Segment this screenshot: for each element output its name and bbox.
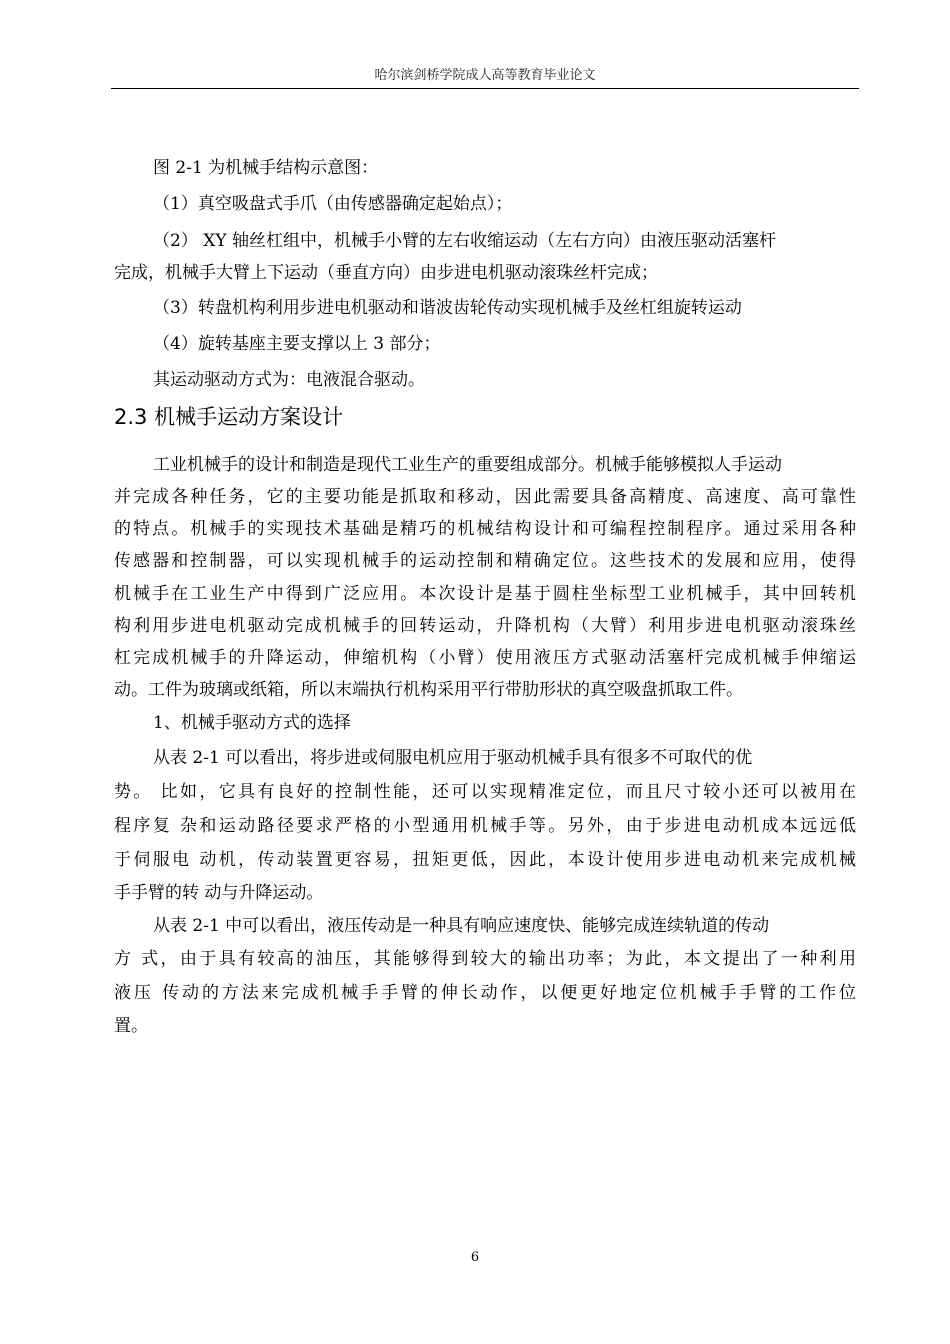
list-item-2-line-1: （2） XY 轴丝杠组中，机械手小臂的左右收缩运动（左右方向）由液压驱动活塞杆 xyxy=(153,231,776,251)
paragraph1-line: 工业机械手的设计和制造是现代工业生产的重要组成部分。机械手能够模拟人手运动 xyxy=(153,455,782,475)
list-item-3: （3）转盘机构利用步进电机驱动和谐波齿轮传动实现机械手及丝杠组旋转运动 xyxy=(153,298,742,318)
paragraph3-line: 液压 传动的方法来完成机械手手臂的伸长动作，以便更好地定位机械手手臂的工作位 xyxy=(114,983,856,1003)
figure-intro: 图 2-1 为机械手结构示意图： xyxy=(153,158,379,178)
page-header: 哈尔滨剑桥学院成人高等教育毕业论文 xyxy=(374,68,596,83)
list-item-4: （4）旋转基座主要支撑以上 3 部分； xyxy=(153,334,441,354)
subheading-drive-selection: 1、机械手驱动方式的选择 xyxy=(153,713,351,733)
paragraph1-line: 动。工件为玻璃或纸箱，所以末端执行机构采用平行带肋形状的真空吸盘抓取工件。 xyxy=(114,680,743,700)
paragraph1-line: 的特点。机械手的实现技术基础是精巧的机械结构设计和可编程控制程序。通过采用各种 xyxy=(114,519,856,539)
paragraph1-line: 构利用步进电机驱动完成机械手的回转运动，升降机构（大臂）利用步进电机驱动滚珠丝 xyxy=(114,616,856,636)
header-divider xyxy=(111,88,859,89)
list-item-1: （1）真空吸盘式手爪（由传感器确定起始点）； xyxy=(153,194,513,214)
paragraph2-line: 手手臂的转 动与升降运动。 xyxy=(114,883,324,903)
paragraph2-line: 于伺服电 动机，传动装置更容易，扭矩更低，因此，本设计使用步进电动机来完成机械 xyxy=(114,850,856,870)
paragraph3-line: 方 式，由于具有较高的油压，其能够得到较大的输出功率；为此，本文提出了一种利用 xyxy=(114,949,856,969)
paragraph2-line: 程序复 杂和运动路径要求严格的小型通用机械手等。另外，由于步进电动机成本远远低 xyxy=(114,816,856,836)
paragraph2-line: 从表 2-1 可以看出，将步进或伺服电机应用于驱动机械手具有很多不可取代的优 xyxy=(153,748,753,768)
page-number: 6 xyxy=(470,1250,480,1265)
paragraph1-line: 杠完成机械手的升降运动，伸缩机构（小臂）使用液压方式驱动活塞杆完成机械手伸缩运 xyxy=(114,648,856,668)
list-item-2-line-2: 完成，机械手大臂上下运动（垂直方向）由步进电机驱动滚珠丝杆完成； xyxy=(114,263,658,283)
paragraph1-line: 传感器和控制器，可以实现机械手的运动控制和精确定位。这些技术的发展和应用，使得 xyxy=(114,551,856,571)
paragraph2-line: 势。 比如，它具有良好的控制性能，还可以实现精准定位，而且尺寸较小还可以被用在 xyxy=(114,782,856,802)
section-heading: 2.3 机械手运动方案设计 xyxy=(114,405,344,429)
paragraph3-line: 置。 xyxy=(114,1016,148,1036)
paragraph1-line: 机械手在工业生产中得到广泛应用。本次设计是基于圆柱坐标型工业机械手，其中回转机 xyxy=(114,584,856,604)
paragraph1-line: 并完成各种任务，它的主要功能是抓取和移动，因此需要具备高精度、高速度、高可靠性 xyxy=(114,487,856,507)
paragraph3-line: 从表 2-1 中可以看出，液压传动是一种具有响应速度快、能够完成连续轨道的传动 xyxy=(153,916,770,936)
drive-mode-text: 其运动驱动方式为：电液混合驱动。 xyxy=(153,370,425,390)
